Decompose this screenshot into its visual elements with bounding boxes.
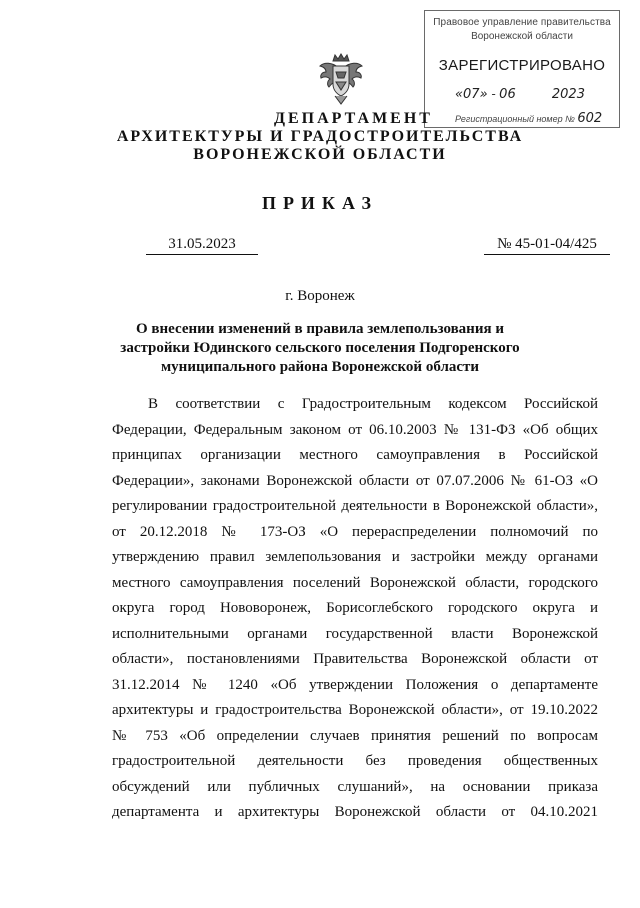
body-line: Федерации, Федеральным законом от 06.10.2003 № 131-ФЗ «Об общих <box>112 421 598 438</box>
stamp-reg-number-label: Регистрационный номер № <box>455 114 575 124</box>
registration-stamp <box>424 10 620 128</box>
body-line: № 753 «Об определении случаев принятия решений по вопросам <box>112 727 598 744</box>
body-line: обсуждений или публичных слушаний», на основании приказа <box>112 778 598 795</box>
stamp-authority-line2: Воронежской области <box>471 31 573 42</box>
stamp-reg-number-value: 602 <box>577 111 603 126</box>
stamp-registered-label: ЗАРЕГИСТРИРОВАНО <box>438 57 606 74</box>
body-line: градостроительной деятельности без проведения общественных <box>112 753 598 769</box>
order-date: 31.05.2023 <box>146 236 258 255</box>
order-subject: О внесении изменений в правила землепользования и застройки Юдинского сельского поселения Подгоренского муниципального района Воронежской области <box>120 321 520 375</box>
body-line: департамента и архитектуры Воронежской области от 04.10.2021 <box>112 804 598 820</box>
body-line: 31.12.2014 № 1240 «Об утверждении Положения о департаменте <box>112 676 598 693</box>
stamp-reg-number <box>455 111 602 126</box>
department-name-line2: АРХИТЕКТУРЫ И ГРАДОСТРОИТЕЛЬСТВА <box>116 128 524 145</box>
body-line: от 20.12.2018 № 173-ОЗ «О перераспределении полномочий по <box>112 523 598 540</box>
body-line: принципах организации местного самоуправления в Российской <box>112 447 598 463</box>
body-line: архитектуры и градостроительства Воронежской области», от 19.10.2022 <box>112 702 598 718</box>
body-line: местного самоуправления поселений Воронежской области, городского <box>112 574 598 591</box>
stamp-date-month: 06 <box>499 87 516 102</box>
stamp-authority-line1: Правовое управление правительства <box>433 17 611 28</box>
body-line: утверждению правил землепользования и застройки между органами <box>112 549 598 565</box>
department-name-line3: ВОРОНЕЖСКОЙ ОБЛАСТИ <box>193 146 447 163</box>
order-body <box>112 392 598 826</box>
order-title: ПРИКАЗ <box>261 193 379 213</box>
body-line: регулировании градостроительной деятельности в Воронежской области», <box>112 498 598 514</box>
body-line: области», постановлениями Правительства Воронежской области от <box>112 651 598 667</box>
body-line: округа город Нововоронеж, Борисоглебского городского округа и <box>112 600 598 616</box>
body-line: исполнительными органами государственной власти Воронежской <box>112 625 598 642</box>
body-line: В соответствии с Градостроительным кодексом Российской <box>148 396 598 412</box>
department-heading: ДЕПАРТАМЕНТ <box>274 110 433 127</box>
order-number: № 45-01-04/425 <box>484 236 610 255</box>
body-line: Федерации», законами Воронежской области от 07.07.2006 № 61-ОЗ «О <box>112 472 598 489</box>
stamp-date-year: 2023 <box>551 87 585 102</box>
stamp-date-day: «07» <box>455 87 488 102</box>
stamp-date: «07» - 06 2023 <box>455 86 585 102</box>
order-city: г. Воронеж <box>285 288 355 304</box>
coat-of-arms-icon <box>318 52 364 108</box>
